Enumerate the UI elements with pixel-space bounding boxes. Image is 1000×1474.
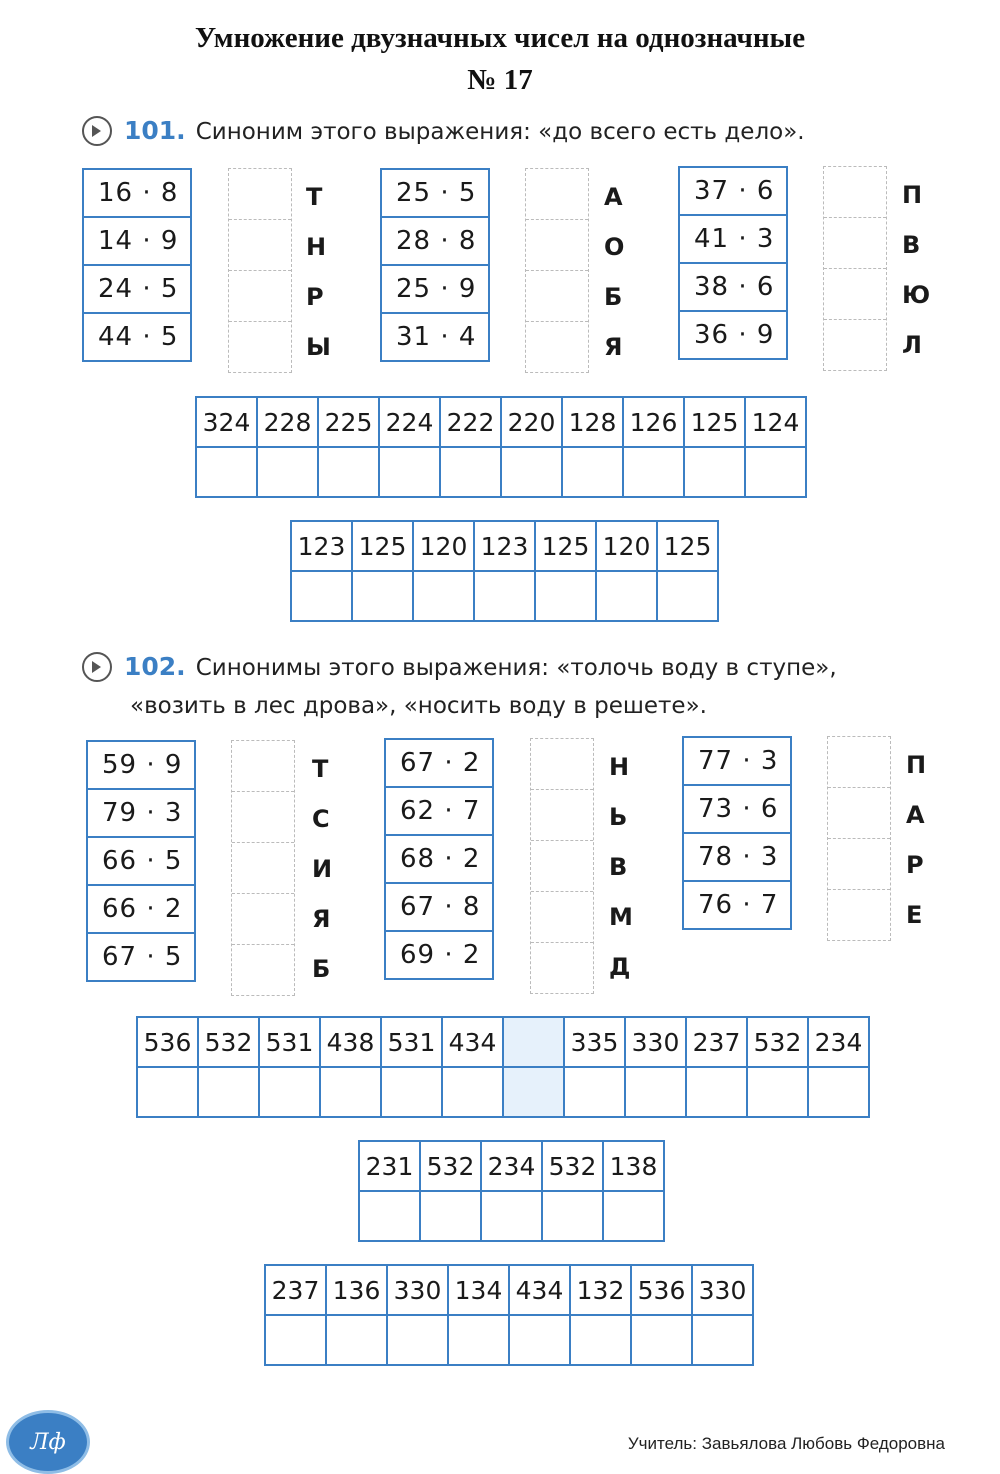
letter-cell[interactable] bbox=[257, 447, 318, 497]
expression: 31 · 4 bbox=[396, 322, 477, 352]
code-number: 120 bbox=[413, 521, 474, 571]
expression: 44 · 5 bbox=[98, 322, 179, 352]
expression: 66 · 2 bbox=[88, 886, 194, 934]
answer-cell[interactable] bbox=[526, 322, 588, 372]
code-number: 335 bbox=[564, 1017, 625, 1067]
expression: 36 · 9 bbox=[694, 320, 775, 350]
letter: П bbox=[902, 181, 923, 209]
letter-cell[interactable] bbox=[631, 1315, 692, 1365]
expression: 41 · 3 bbox=[680, 216, 786, 264]
letter-cell[interactable] bbox=[570, 1315, 631, 1365]
letter-cell[interactable] bbox=[509, 1315, 570, 1365]
code-number: 224 bbox=[379, 397, 440, 447]
expression: 67 · 8 bbox=[386, 884, 492, 932]
letter-cell[interactable] bbox=[623, 447, 684, 497]
answer-cell[interactable] bbox=[229, 169, 291, 220]
letter-cell[interactable] bbox=[474, 571, 535, 621]
task-number: 102. bbox=[124, 652, 186, 681]
expression: 73 · 6 bbox=[684, 786, 790, 834]
letter-cell[interactable] bbox=[596, 571, 657, 621]
code-table-102-2 bbox=[358, 1140, 665, 1242]
answer-cell[interactable] bbox=[232, 792, 294, 843]
expression: 25 · 5 bbox=[382, 170, 488, 218]
code-number: 536 bbox=[137, 1017, 198, 1067]
expression: 76 · 7 bbox=[698, 890, 779, 920]
code-number: 532 bbox=[747, 1017, 808, 1067]
letter-cell[interactable] bbox=[196, 447, 257, 497]
letter-cell[interactable] bbox=[442, 1067, 503, 1117]
letter: Т bbox=[312, 755, 329, 783]
letters-column-3 bbox=[906, 740, 926, 940]
letter: Р bbox=[306, 283, 324, 311]
answer-cell[interactable] bbox=[232, 741, 294, 792]
expressions-column-2 bbox=[380, 168, 490, 362]
task-101-heading bbox=[82, 112, 805, 151]
letters-column-3 bbox=[902, 170, 930, 370]
letter-cell[interactable] bbox=[542, 1191, 603, 1241]
letter-cell[interactable] bbox=[320, 1067, 381, 1117]
answer-cell[interactable] bbox=[526, 220, 588, 271]
answer-cell[interactable] bbox=[531, 790, 593, 841]
code-number: 434 bbox=[442, 1017, 503, 1067]
code-number: 136 bbox=[326, 1265, 387, 1315]
expressions-column-3 bbox=[678, 166, 788, 360]
answer-cell[interactable] bbox=[531, 943, 593, 993]
answer-cell[interactable] bbox=[531, 841, 593, 892]
letter-cell[interactable] bbox=[440, 447, 501, 497]
letter-cell[interactable] bbox=[420, 1191, 481, 1241]
expression: 28 · 8 bbox=[382, 218, 488, 266]
expression: 68 · 2 bbox=[386, 836, 492, 884]
letter: Я bbox=[312, 905, 331, 933]
task-text-line-1: Синонимы этого выражения: «толочь воду в ступе», bbox=[195, 655, 837, 681]
code-number: 237 bbox=[265, 1265, 326, 1315]
code-number: 123 bbox=[291, 521, 352, 571]
answer-cell[interactable] bbox=[232, 843, 294, 894]
code-number: 330 bbox=[625, 1017, 686, 1067]
answer-cell[interactable] bbox=[229, 322, 291, 372]
letter: И bbox=[312, 855, 333, 883]
answer-cell[interactable] bbox=[824, 218, 886, 269]
teacher-credit: Учитель: Завьялова Любовь Федоровна bbox=[627, 1434, 945, 1453]
letter-cell[interactable] bbox=[481, 1191, 542, 1241]
expression: 62 · 7 bbox=[386, 788, 492, 836]
expressions-column-2 bbox=[384, 738, 494, 980]
code-number: 237 bbox=[686, 1017, 747, 1067]
letter-cell[interactable] bbox=[198, 1067, 259, 1117]
letter-cell[interactable] bbox=[291, 571, 352, 621]
expression: 38 · 6 bbox=[680, 264, 786, 312]
letter-cell[interactable] bbox=[501, 447, 562, 497]
letter: Н bbox=[609, 753, 630, 781]
letter-cell[interactable] bbox=[535, 571, 596, 621]
letter-cell[interactable] bbox=[745, 447, 806, 497]
expression: 24 · 5 bbox=[84, 266, 190, 314]
answer-cell[interactable] bbox=[824, 320, 886, 370]
expressions-column-1 bbox=[82, 168, 192, 362]
answer-cell[interactable] bbox=[828, 788, 890, 839]
code-number: 134 bbox=[448, 1265, 509, 1315]
expression: 77 · 3 bbox=[684, 738, 790, 786]
code-number: 532 bbox=[420, 1141, 481, 1191]
letter: А bbox=[906, 801, 925, 829]
code-number: 330 bbox=[387, 1265, 448, 1315]
answer-cell[interactable] bbox=[526, 271, 588, 322]
letter-cell[interactable] bbox=[684, 447, 745, 497]
letter: О bbox=[604, 233, 625, 261]
letter-cell[interactable] bbox=[657, 571, 718, 621]
expression: 79 · 3 bbox=[88, 790, 194, 838]
expression: 59 · 9 bbox=[88, 742, 194, 790]
expression: 67 · 5 bbox=[102, 942, 183, 972]
letter: Л bbox=[902, 331, 922, 359]
task-102-heading bbox=[82, 648, 837, 725]
code-number: 234 bbox=[808, 1017, 869, 1067]
answer-cell[interactable] bbox=[229, 271, 291, 322]
letter-cell[interactable] bbox=[352, 571, 413, 621]
letter-cell[interactable] bbox=[564, 1067, 625, 1117]
code-number: 532 bbox=[542, 1141, 603, 1191]
task-number: 101. bbox=[124, 116, 186, 145]
code-table-101-1 bbox=[195, 396, 807, 498]
letter-cell[interactable] bbox=[448, 1315, 509, 1365]
letter-cell[interactable] bbox=[686, 1067, 747, 1117]
code-number: 434 bbox=[509, 1265, 570, 1315]
letters-column-2 bbox=[609, 742, 633, 992]
code-number: 532 bbox=[198, 1017, 259, 1067]
letter: Я bbox=[604, 333, 623, 361]
code-number: 225 bbox=[318, 397, 379, 447]
letters-column-1 bbox=[312, 744, 332, 994]
letter: В bbox=[902, 231, 921, 259]
letter: Б bbox=[604, 283, 623, 311]
code-number: 231 bbox=[359, 1141, 420, 1191]
letters-column-2 bbox=[604, 172, 624, 372]
expression: 14 · 9 bbox=[84, 218, 190, 266]
answer-cell[interactable] bbox=[526, 169, 588, 220]
letter-cell[interactable] bbox=[603, 1191, 664, 1241]
answer-column-3 bbox=[823, 166, 887, 371]
code-table-101-2 bbox=[290, 520, 719, 622]
answer-column-1 bbox=[231, 740, 295, 996]
page-title: Умножение двузначных чисел на однозначные bbox=[194, 22, 806, 54]
code-number: 132 bbox=[570, 1265, 631, 1315]
expression: 66 · 5 bbox=[88, 838, 194, 886]
code-table-102-3 bbox=[264, 1264, 754, 1366]
arrow-circle-icon bbox=[82, 116, 112, 146]
code-number: 234 bbox=[481, 1141, 542, 1191]
code-number: 128 bbox=[562, 397, 623, 447]
letter: Е bbox=[906, 901, 923, 929]
code-number: 126 bbox=[623, 397, 684, 447]
code-number: 125 bbox=[657, 521, 718, 571]
author-logo: Лф bbox=[6, 1410, 90, 1474]
letter: Б bbox=[312, 955, 331, 983]
letter-cell[interactable] bbox=[562, 447, 623, 497]
letter-cell[interactable] bbox=[265, 1315, 326, 1365]
code-table-102-1 bbox=[136, 1016, 870, 1118]
letter-cell[interactable] bbox=[259, 1067, 320, 1117]
letter-cell[interactable] bbox=[413, 571, 474, 621]
code-number: 222 bbox=[440, 397, 501, 447]
letter-cell[interactable] bbox=[359, 1191, 420, 1241]
expression: 67 · 2 bbox=[386, 740, 492, 788]
answer-cell[interactable] bbox=[828, 839, 890, 890]
word-gap-cell bbox=[503, 1017, 564, 1067]
expressions-column-3 bbox=[682, 736, 792, 930]
expression: 16 · 8 bbox=[84, 170, 190, 218]
answer-cell[interactable] bbox=[531, 739, 593, 790]
letter: А bbox=[604, 183, 623, 211]
code-number: 330 bbox=[692, 1265, 753, 1315]
letter: Н bbox=[306, 233, 327, 261]
code-number: 138 bbox=[603, 1141, 664, 1191]
letter-cell[interactable] bbox=[747, 1067, 808, 1117]
letter: Т bbox=[306, 183, 323, 211]
expressions-column-1 bbox=[86, 740, 196, 982]
answer-column-3 bbox=[827, 736, 891, 941]
letter-cell[interactable] bbox=[326, 1315, 387, 1365]
letters-column-1 bbox=[306, 172, 331, 372]
letter-cell[interactable] bbox=[692, 1315, 753, 1365]
letter: Ы bbox=[306, 333, 331, 361]
answer-cell[interactable] bbox=[531, 892, 593, 943]
answer-cell[interactable] bbox=[824, 167, 886, 218]
letter-cell[interactable] bbox=[625, 1067, 686, 1117]
code-number: 125 bbox=[684, 397, 745, 447]
answer-cell[interactable] bbox=[229, 220, 291, 271]
letter: Ю bbox=[902, 281, 931, 309]
answer-cell[interactable] bbox=[824, 269, 886, 320]
code-number: 324 bbox=[196, 397, 257, 447]
expression: 37 · 6 bbox=[680, 168, 786, 216]
answer-column-1 bbox=[228, 168, 292, 373]
code-number: 125 bbox=[535, 521, 596, 571]
task-text-line-2: «возить в лес дрова», «носить воду в решете». bbox=[130, 693, 707, 719]
answer-cell[interactable] bbox=[828, 737, 890, 788]
letter: В bbox=[609, 853, 628, 881]
letter: Ь bbox=[609, 803, 628, 831]
answer-column-2 bbox=[530, 738, 594, 994]
letter-cell[interactable] bbox=[318, 447, 379, 497]
letter-cell[interactable] bbox=[137, 1067, 198, 1117]
code-number: 220 bbox=[501, 397, 562, 447]
letter: П bbox=[906, 751, 927, 779]
code-number: 438 bbox=[320, 1017, 381, 1067]
letter-cell[interactable] bbox=[808, 1067, 869, 1117]
code-number: 531 bbox=[259, 1017, 320, 1067]
letter-cell[interactable] bbox=[387, 1315, 448, 1365]
answer-column-2 bbox=[525, 168, 589, 373]
letter: Р bbox=[906, 851, 924, 879]
task-text: Синоним этого выражения: «до всего есть дело». bbox=[195, 119, 805, 145]
answer-cell[interactable] bbox=[232, 894, 294, 945]
expression: 78 · 3 bbox=[684, 834, 790, 882]
code-number: 228 bbox=[257, 397, 318, 447]
answer-cell[interactable] bbox=[828, 890, 890, 940]
letter-cell[interactable] bbox=[381, 1067, 442, 1117]
letter: М bbox=[609, 903, 633, 931]
code-number: 531 bbox=[381, 1017, 442, 1067]
code-number: 536 bbox=[631, 1265, 692, 1315]
letter: Д bbox=[609, 953, 631, 981]
expression: 69 · 2 bbox=[400, 940, 481, 970]
word-gap-cell bbox=[503, 1067, 564, 1117]
code-number: 125 bbox=[352, 521, 413, 571]
code-number: 120 bbox=[596, 521, 657, 571]
letter: С bbox=[312, 805, 330, 833]
code-number: 123 bbox=[474, 521, 535, 571]
answer-cell[interactable] bbox=[232, 945, 294, 995]
page-number: № 17 bbox=[467, 64, 533, 96]
expression: 25 · 9 bbox=[382, 266, 488, 314]
arrow-circle-icon bbox=[82, 652, 112, 682]
code-number: 124 bbox=[745, 397, 806, 447]
letter-cell[interactable] bbox=[379, 447, 440, 497]
